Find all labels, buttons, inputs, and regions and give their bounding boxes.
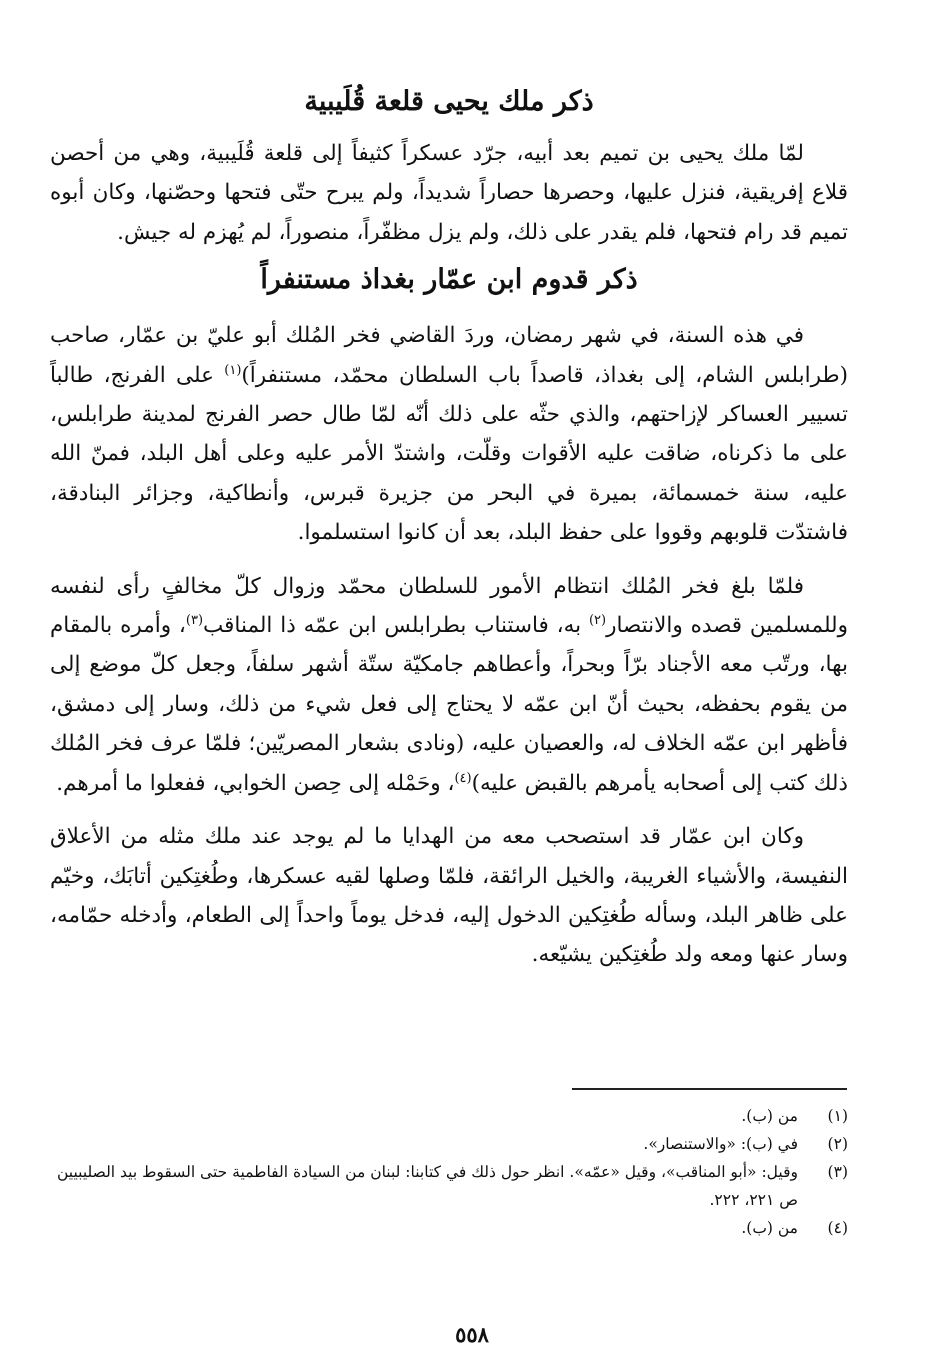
paragraph-text: ، وأمره بالمقام بها، ورتّب معه الأجناد برّاً وبحراً، وأعطاهم جامكيّة ستّة أشهر سلفاً، وجعل كلّ موضع إلى من يقوم بحفظه، بحيث أنّ ابن عمّه لا يحتاج إلى فعل شيء من ذلك، وسار إلى دمشق، فأظهر ابن عمّه الخلاف له، والعصيان عليه، (ونادى بشعار المصريّين؛ فلمّا عرف فخر المُلك ذلك كتب إلى أصحابه يأمرهم بالقبض عليه) (50, 613, 848, 796)
footnote-text: من (ب). (741, 1107, 798, 1125)
paragraph-1: لمّا ملك يحيى بن تميم بعد أبيه، جرّد عسكراً كثيفاً إلى قلعة قُلَيبية، وهي من أحصن قلاع إفريقية، فنزل عليها، وحصرها حصاراً شديداً، ولم يبرح حتّى فتحها وحصّنها، وكان أبوه تميم قد رام فتحها، فلم يقدر على ذلك، ولم يزل مظفّراً، منصوراً، لم يُهزم له جيش. (50, 141, 848, 245)
footnote (50, 1214, 848, 1242)
footnote-ref-2[interactable]: (٢) (588, 612, 607, 628)
paragraph-text: على الفرنج، طالباً تسيير العساكر لإزاحتهم، والذي حثّه على ذلك أنّه لمّا طال حصر الفرنج لمدينة طرابلس، على ما ذكرناه، ضاقت عليه الأقوات وقلّت، واشتدّ الأمر عليه وعلى أهل البلد، فمنّ الله عليه، سنة خمسمائة، بميرة في البحر من جزيرة قبرس، وأنطاكية، وجزائر البنادقة، فاشتدّت قلوبهم وقووا على حفظ البلد، بعد أن كانوا استسلموا. (50, 362, 848, 546)
footnote-number: (٣) (827, 1163, 848, 1181)
footnote-text: في (ب): «والاستنصار». (643, 1135, 798, 1153)
footnote (50, 1130, 848, 1158)
paragraph-text: في هذه السنة، في شهر رمضان، وردَ القاضي فخر المُلك أبو عليّ بن عمّار، صاحب (طرابلس الشام، إلى بغداذ، قاصداً باب السلطان محمّد، مستنفراً) (50, 323, 848, 388)
footnote-ref-1[interactable]: (١) (224, 362, 242, 378)
paragraph-4: وكان ابن عمّار قد استصحب معه من الهدايا ما لم يوجد عند ملك مثله من الأعلاق النفيسة، والأشياء الغريبة، والخيل الرائقة، فلمّا وصلها لقيه عسكرها، وطُغتِكين أتابَك، وخيّم على ظاهر البلد، وسأله طُغتِكين الدخول إليه، فدخل يوماً واحداً إلى الطعام، وأدخله حمّامه، وسار عنها ومعه ولد طُغتِكين يشيّعه. (50, 824, 848, 968)
section-heading-1: ذكر ملك يحيى قلعة قُلَيبية (304, 86, 594, 117)
footnote-text: وقيل: «أبو المناقب»، وقيل «عمّه». انظر حول ذلك في كتابنا: لبنان من السيادة الفاطمية حتى السقوط بيد الصليبيين ص ٢٢١، ٢٢٢. (57, 1163, 798, 1209)
footnote-number: (١) (827, 1107, 848, 1125)
footnote-text: من (ب). (741, 1219, 798, 1237)
page-body (50, 70, 848, 989)
footnote-divider (572, 1088, 847, 1090)
footnote-ref-4[interactable]: (٤) (454, 770, 472, 786)
footnote-number: (٢) (827, 1135, 848, 1153)
paragraph-text: به، فاستناب بطرابلس ابن عمّه ذا المناقب (203, 613, 589, 639)
footnotes (50, 1102, 848, 1242)
page-number: ٥٥٨ (455, 1322, 489, 1347)
section-heading-2: ذكر قدوم ابن عمّار بغداذ مستنفراً (260, 264, 638, 296)
footnote (50, 1102, 848, 1130)
paragraph-text: فلمّا بلغ فخر المُلك انتظام الأمور للسلطان محمّد وزوال كلّ مخالفٍ رأى لنفسه وللمسلمين قصده والانتصار (50, 573, 848, 639)
footnote (50, 1158, 848, 1214)
paragraph-2 (50, 316, 848, 552)
paragraph-text: ، وحَمْله إلى حِصن الخوابي، ففعلوا ما أمرهم. (56, 770, 455, 796)
paragraph-3 (50, 567, 848, 803)
footnote-number: (٤) (827, 1219, 848, 1237)
footnote-ref-3[interactable]: (٣) (185, 612, 204, 628)
